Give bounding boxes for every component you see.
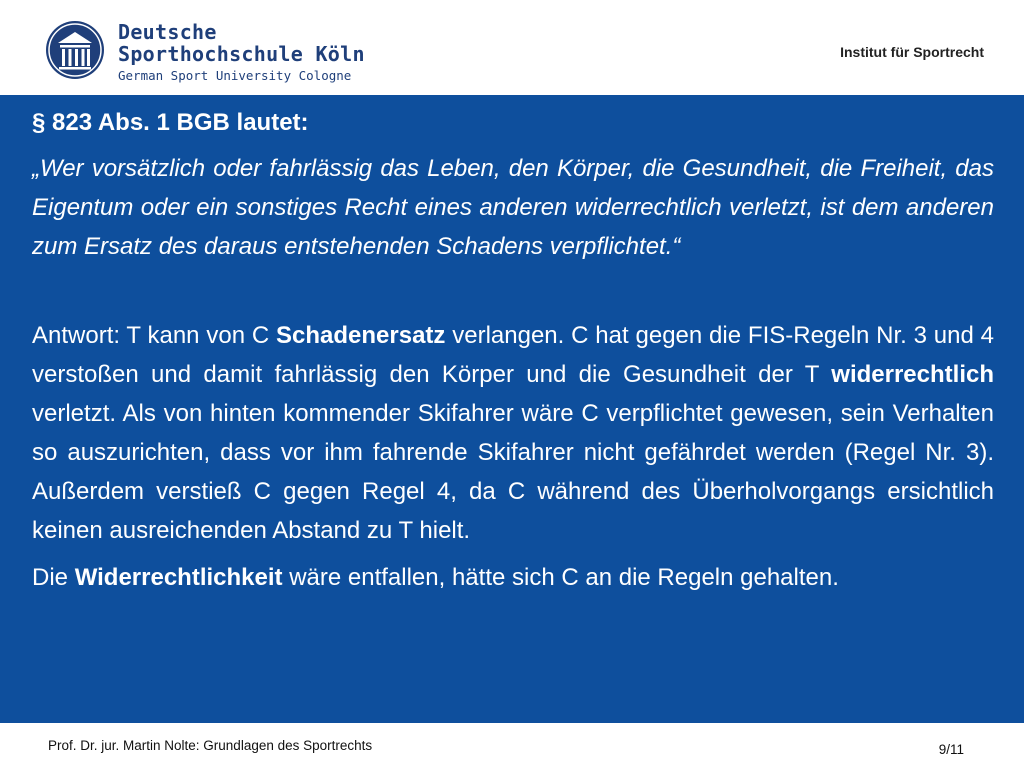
- answer-text-2: verlangen. C hat gegen die FIS-Regeln Nr. 3 und 4 verstoßen und damit fahrlässig den Körper und die Gesundheit der T: [32, 322, 994, 388]
- answer-text-3: verletzt. Als von hinten kommender Skifahrer wäre C verpflichtet gewesen, sein Verhalten so auszurichten, dass vor ihm fahrende Skifahrer nicht gefährdet werden (Regel Nr. 3). Außerdem verstieß C gegen Regel 4, da C während des Überholvorgangs ersichtlich keinen ausreichenden Abstand zu T hielt.: [32, 400, 994, 544]
- university-building-icon: [44, 19, 106, 81]
- conclusion-bold-widerrechtlichkeit: Widerrechtlichkeit: [74, 564, 283, 591]
- university-name-line1: Deutsche: [118, 20, 217, 44]
- page-number: 9/11: [938, 742, 964, 757]
- section-heading: § 823 Abs. 1 BGB lautet:: [32, 109, 309, 136]
- conclusion-text-1: Die: [32, 564, 75, 591]
- statute-quote: „Wer vorsätzlich oder fahrlässig das Leben, den Körper, die Gesundheit, die Freiheit, das Eigentum oder ein sonstiges Recht eines anderen widerrechtlich verletzt, ist dem anderen zum Ersatz des daraus entstehenden Schadens verpflichtet.“: [32, 155, 994, 260]
- slide-footer: [0, 723, 1024, 768]
- conclusion-paragraph: [32, 558, 994, 597]
- university-name-line2: Sporthochschule Köln: [118, 42, 365, 66]
- answer-bold-schadenersatz: Schadenersatz: [276, 322, 446, 349]
- institute-name: Institut für Sportrecht: [840, 44, 984, 60]
- slide-content: [0, 95, 1024, 723]
- slide-header: [0, 0, 1024, 95]
- footer-author: Prof. Dr. jur. Martin Nolte: Grundlagen des Sportrechts: [48, 738, 373, 753]
- conclusion-text-2: wäre entfallen, hätte sich C an die Regeln gehalten.: [282, 564, 839, 591]
- answer-text-1: Antwort: T kann von C: [32, 322, 277, 349]
- answer-paragraph: [32, 316, 994, 550]
- answer-bold-widerrechtlich: widerrechtlich: [831, 361, 994, 388]
- university-name-english: German Sport University Cologne: [118, 68, 352, 83]
- university-name: [118, 22, 365, 84]
